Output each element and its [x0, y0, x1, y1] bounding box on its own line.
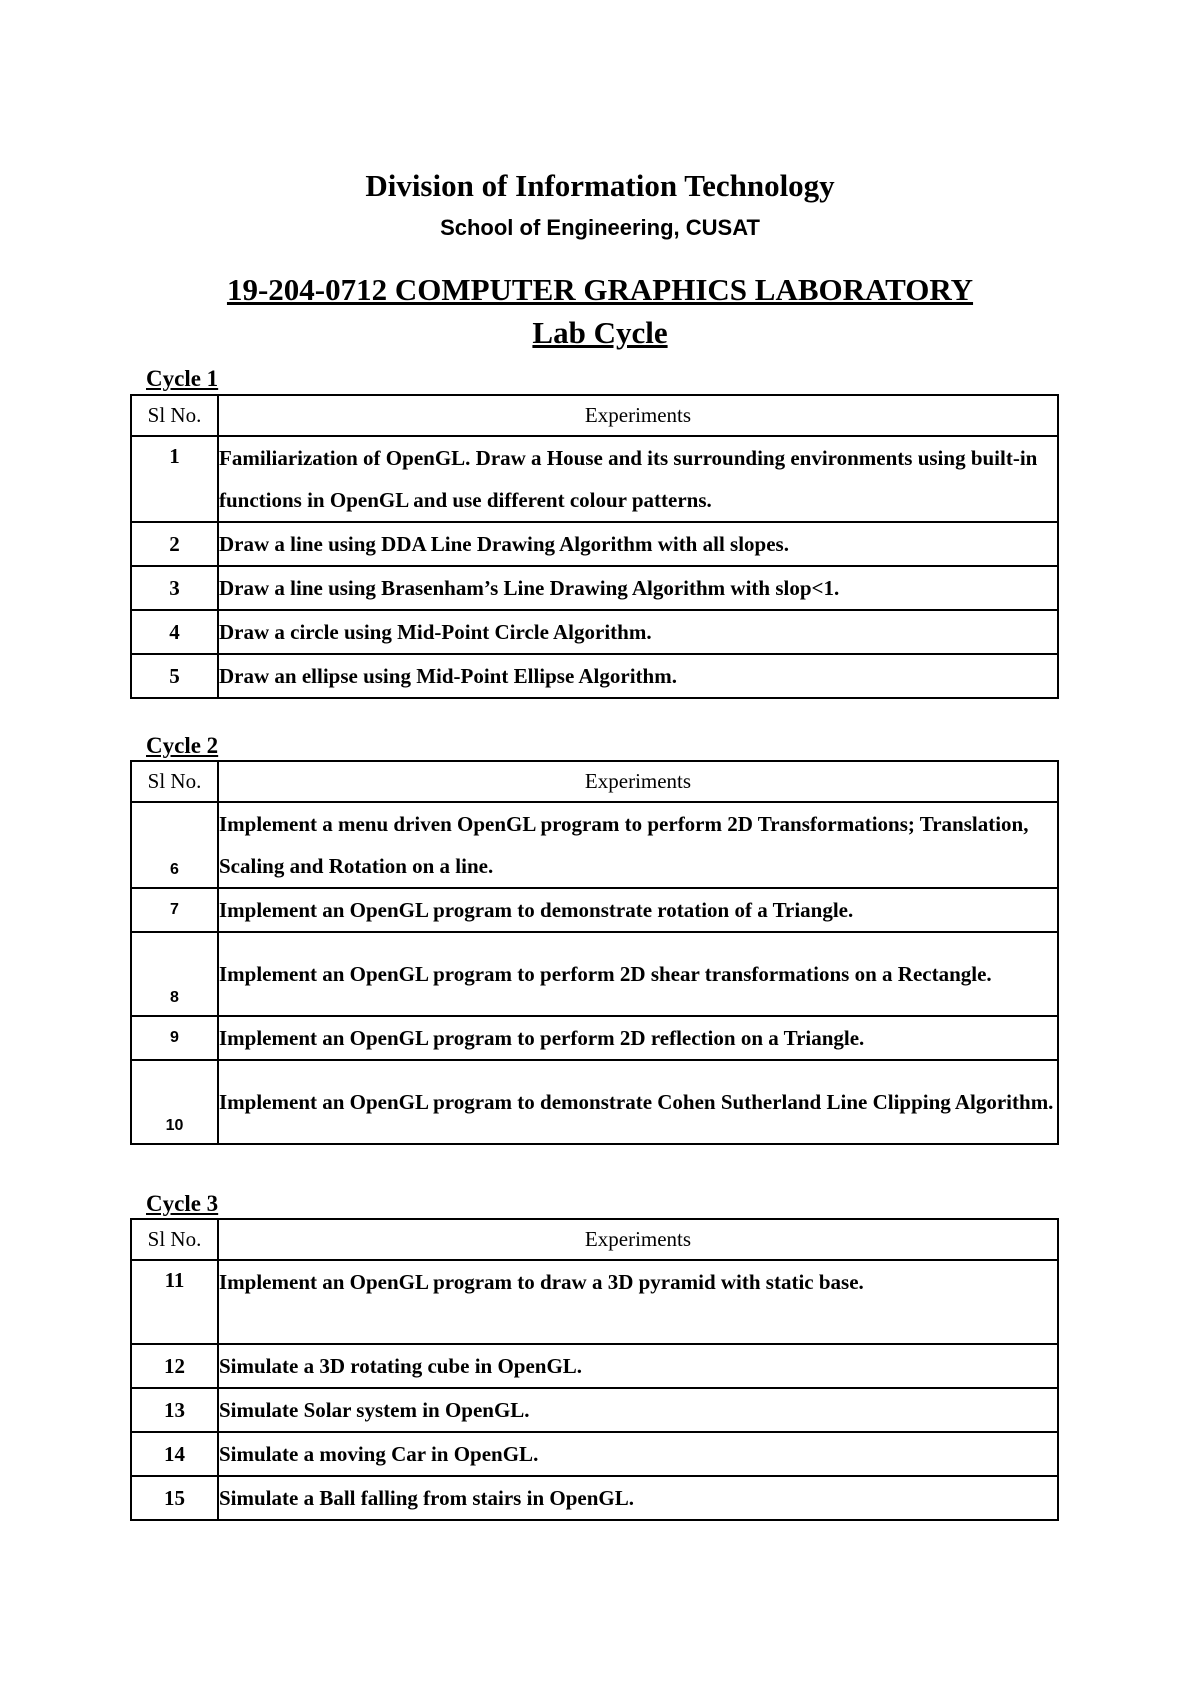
- experiment-text: Implement an OpenGL program to demonstrate Cohen Sutherland Line Clipping Algorithm.: [218, 1060, 1058, 1144]
- row-number: 10: [131, 1060, 218, 1144]
- table-row: [131, 654, 1058, 698]
- experiment-text: Implement an OpenGL program to demonstrate rotation of a Triangle.: [218, 888, 1058, 932]
- experiment-text: Familiarization of OpenGL. Draw a House and its surrounding environments using built-in functions in OpenGL and use different colour patterns.: [218, 436, 1058, 522]
- experiment-text: Implement an OpenGL program to perform 2D shear transformations on a Rectangle.: [218, 932, 1058, 1016]
- table-row: [131, 1016, 1058, 1060]
- course-title: 19-204-0712 COMPUTER GRAPHICS LABORATORY: [226, 272, 974, 307]
- table-row: [131, 1432, 1058, 1476]
- cycle-2-table: [130, 760, 1059, 1145]
- row-number: 4: [131, 610, 218, 654]
- cycle-2-heading: Cycle 2: [146, 733, 219, 758]
- experiment-text: Implement a menu driven OpenGL program to perform 2D Transformations; Translation, Scaling and Rotation on a line.: [218, 802, 1058, 888]
- table-row: [131, 436, 1058, 522]
- row-number: 13: [131, 1388, 218, 1432]
- experiment-text: Draw a line using DDA Line Drawing Algorithm with all slopes.: [218, 522, 1058, 566]
- experiment-text: Implement an OpenGL program to draw a 3D pyramid with static base.: [218, 1260, 1058, 1344]
- cycle-3-heading: Cycle 3: [146, 1191, 219, 1216]
- table-row: [131, 1344, 1058, 1388]
- table-row: [131, 1260, 1058, 1344]
- experiment-text: Draw a circle using Mid-Point Circle Algorithm.: [218, 610, 1058, 654]
- table-row: [131, 566, 1058, 610]
- row-number: 7: [131, 888, 218, 932]
- column-header-number: Sl No.: [131, 1219, 218, 1260]
- cycle-3-table: [130, 1218, 1059, 1521]
- row-number: 5: [131, 654, 218, 698]
- experiment-text: Simulate a 3D rotating cube in OpenGL.: [218, 1344, 1058, 1388]
- table-row: [131, 1476, 1058, 1520]
- table-header-row: [131, 395, 1058, 436]
- school-subtitle: School of Engineering, CUSAT: [440, 215, 760, 240]
- row-number: 3: [131, 566, 218, 610]
- experiment-text: Implement an OpenGL program to perform 2D reflection on a Triangle.: [218, 1016, 1058, 1060]
- document-title: Lab Cycle: [532, 315, 668, 350]
- experiment-text: Draw a line using Brasenham’s Line Drawing Algorithm with slop<1.: [218, 566, 1058, 610]
- experiment-text: Draw an ellipse using Mid-Point Ellipse Algorithm.: [218, 654, 1058, 698]
- experiment-text: Simulate Solar system in OpenGL.: [218, 1388, 1058, 1432]
- row-number: 11: [131, 1260, 218, 1344]
- row-number: 9: [131, 1016, 218, 1060]
- column-header-experiments: Experiments: [218, 395, 1058, 436]
- row-number: 15: [131, 1476, 218, 1520]
- table-row: [131, 610, 1058, 654]
- table-header-row: [131, 1219, 1058, 1260]
- row-number: 1: [131, 436, 218, 522]
- table-row: [131, 888, 1058, 932]
- table-header-row: [131, 761, 1058, 802]
- row-number: 6: [131, 802, 218, 888]
- department-title: Division of Information Technology: [365, 168, 835, 203]
- table-row: [131, 802, 1058, 888]
- table-row: [131, 522, 1058, 566]
- row-number: 8: [131, 932, 218, 1016]
- row-number: 2: [131, 522, 218, 566]
- column-header-experiments: Experiments: [218, 761, 1058, 802]
- table-row: [131, 932, 1058, 1016]
- cycle-1-heading: Cycle 1: [146, 366, 219, 391]
- row-number: 12: [131, 1344, 218, 1388]
- experiment-text: Simulate a Ball falling from stairs in OpenGL.: [218, 1476, 1058, 1520]
- row-number: 14: [131, 1432, 218, 1476]
- column-header-experiments: Experiments: [218, 1219, 1058, 1260]
- table-row: [131, 1388, 1058, 1432]
- cycle-1-table: [130, 394, 1059, 699]
- experiment-text: Simulate a moving Car in OpenGL.: [218, 1432, 1058, 1476]
- table-row: [131, 1060, 1058, 1144]
- column-header-number: Sl No.: [131, 395, 218, 436]
- column-header-number: Sl No.: [131, 761, 218, 802]
